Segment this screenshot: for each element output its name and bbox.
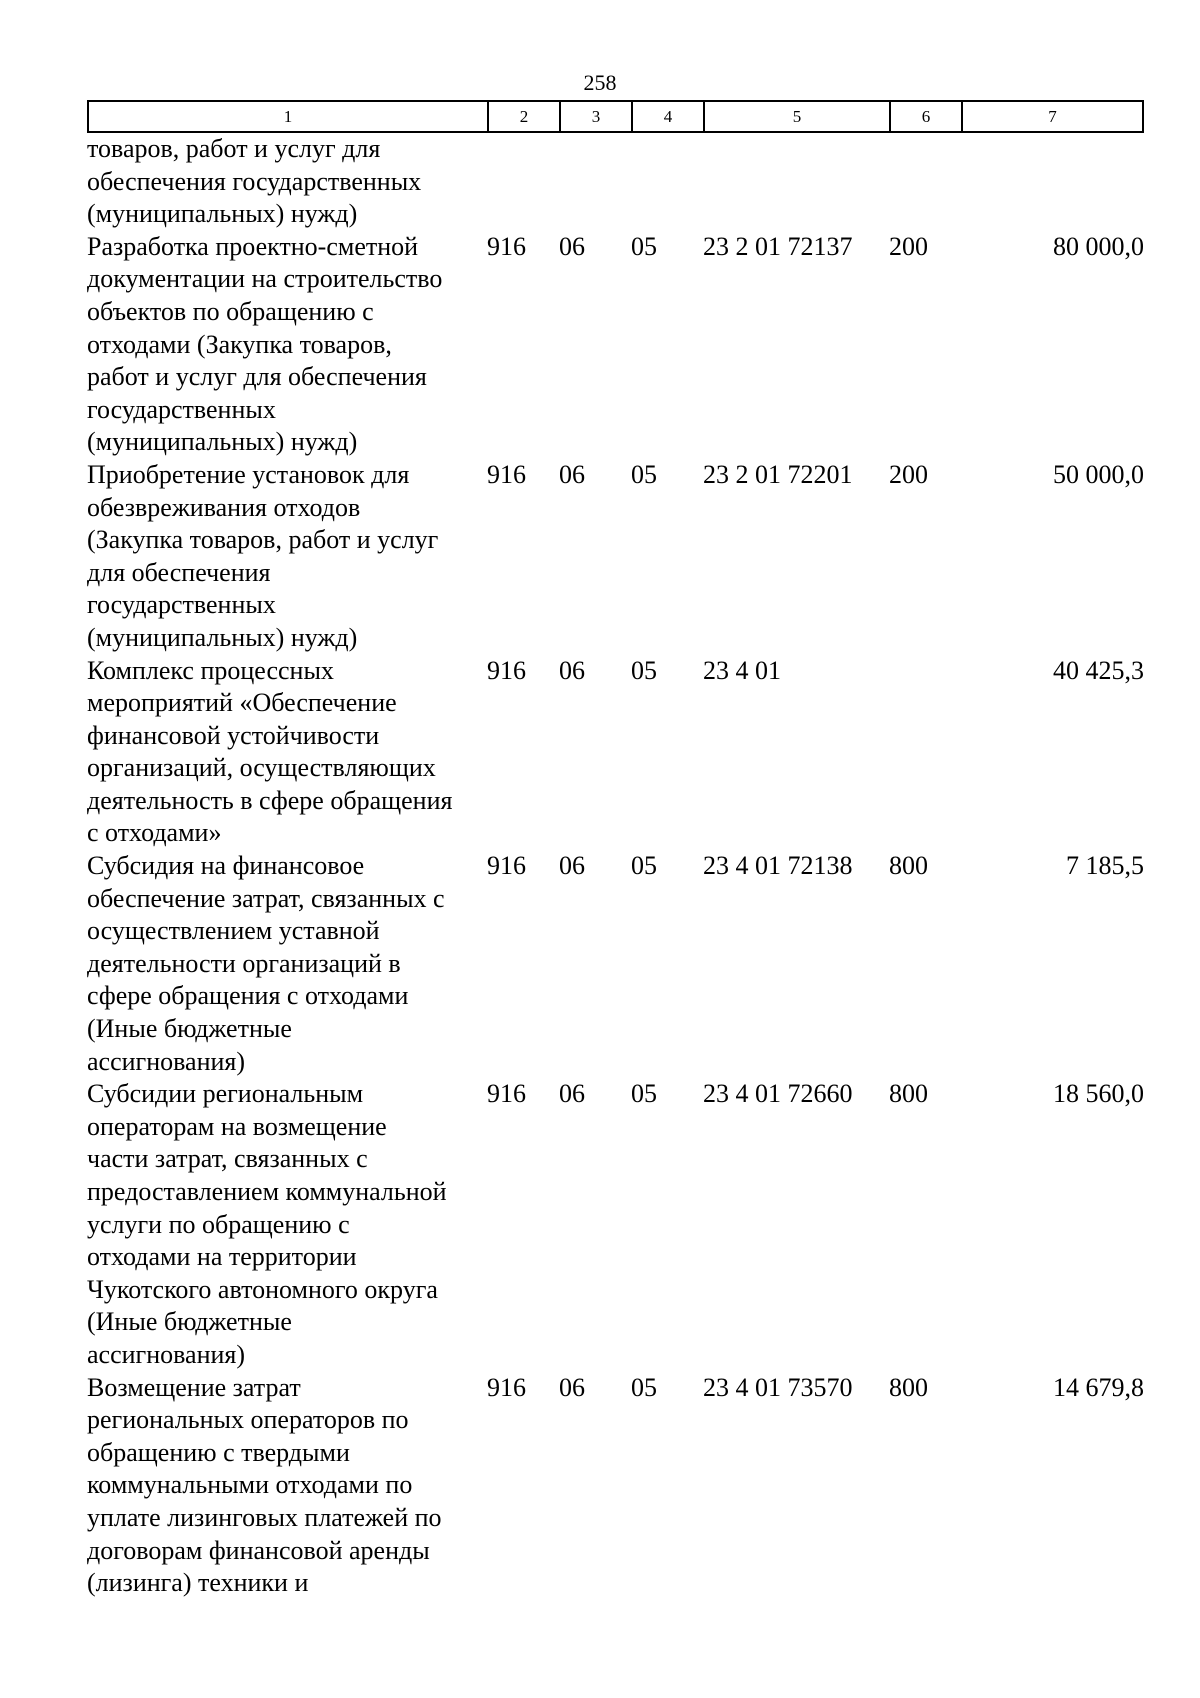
row-subsection-code: 05 — [631, 1372, 657, 1402]
row-subsection-code: 05 — [631, 655, 657, 685]
row-subsection-code: 05 — [631, 459, 657, 489]
row-description: Субсидия на финансовое обеспечение затрат, связанных с осуществлением уставной деятельности организаций в сфере обращения с отходами (Иные бюджетные ассигнования) — [87, 851, 445, 1076]
row-subsection-code: 05 — [631, 1079, 657, 1109]
column-header-7: 7 — [962, 101, 1143, 132]
row-target-article-code: 23 4 01 73570 — [703, 1372, 853, 1402]
row-description: Возмещение затрат региональных операторов по обращению с твердыми коммунальными отходами по уплате лизинговых платежей по договорам финансовой аренды (лизинга) техники и — [87, 1372, 442, 1598]
column-header-table — [87, 100, 1144, 133]
column-header-2: 2 — [488, 101, 560, 132]
table-row — [87, 1078, 1144, 1371]
column-header-3: 3 — [560, 101, 632, 132]
row-amount: 18 560,0 — [1053, 1079, 1144, 1109]
row-target-article-code: 23 4 01 72660 — [703, 1079, 853, 1109]
column-header-4: 4 — [632, 101, 704, 132]
row-description: Разработка проектно-сметной документации на строительство объектов по обращению с отходами (Закупка товаров, работ и услуг для обеспечения государственных (муниципальных) нужд) — [87, 231, 443, 457]
row-expense-type-code: 800 — [889, 1079, 928, 1109]
row-target-article-code: 23 2 01 72201 — [703, 459, 853, 489]
row-description: Субсидии региональным операторам на возмещение части затрат, связанных с предоставлением коммунальной услуги по обращению с отходами на территории Чукотского автономного округа (Иные бюджетные ассигнования) — [87, 1079, 447, 1369]
row-amount: 14 679,8 — [1053, 1372, 1144, 1402]
row-description: Приобретение установок для обезвреживания отходов (Закупка товаров, работ и услуг для обеспечения государственных (муниципальных) нужд) — [87, 459, 439, 652]
row-section-code: 06 — [559, 1079, 585, 1109]
row-section-code: 06 — [559, 1372, 585, 1402]
table-row — [87, 1372, 1144, 1600]
table-row — [87, 231, 1144, 459]
row-amount: 50 000,0 — [1053, 459, 1144, 489]
row-target-article-code: 23 2 01 72137 — [703, 231, 853, 261]
row-subsection-code: 05 — [631, 231, 657, 261]
row-description: товаров, работ и услуг для обеспечения государственных (муниципальных) нужд) — [87, 134, 422, 229]
row-expense-type-code: 800 — [889, 1372, 928, 1402]
column-header-6: 6 — [890, 101, 962, 132]
table-row — [87, 133, 1144, 231]
table-row — [87, 459, 1144, 655]
table-row — [87, 850, 1144, 1078]
column-header-1: 1 — [88, 101, 488, 132]
row-department-code: 916 — [487, 851, 526, 881]
row-amount: 7 185,5 — [1066, 851, 1144, 881]
row-amount: 80 000,0 — [1053, 231, 1144, 261]
row-section-code: 06 — [559, 655, 585, 685]
row-department-code: 916 — [487, 231, 526, 261]
row-target-article-code: 23 4 01 72138 — [703, 851, 853, 881]
row-amount: 40 425,3 — [1053, 655, 1144, 685]
row-section-code: 06 — [559, 851, 585, 881]
row-description: Комплекс процессных мероприятий «Обеспечение финансовой устойчивости организаций, осуществляющих деятельность в сфере обращения с отходами» — [87, 655, 453, 848]
table-row — [87, 655, 1144, 851]
row-expense-type-code: 200 — [889, 459, 928, 489]
row-target-article-code: 23 4 01 — [703, 655, 781, 685]
row-department-code: 916 — [487, 1372, 526, 1402]
row-department-code: 916 — [487, 1079, 526, 1109]
page-number: 258 — [583, 70, 617, 95]
column-header-5: 5 — [704, 101, 890, 132]
row-subsection-code: 05 — [631, 851, 657, 881]
row-expense-type-code: 200 — [889, 231, 928, 261]
column-header-row — [88, 101, 1143, 132]
row-section-code: 06 — [559, 231, 585, 261]
budget-table-body — [87, 133, 1144, 1600]
row-department-code: 916 — [487, 655, 526, 685]
row-section-code: 06 — [559, 459, 585, 489]
row-expense-type-code: 800 — [889, 851, 928, 881]
row-department-code: 916 — [487, 459, 526, 489]
